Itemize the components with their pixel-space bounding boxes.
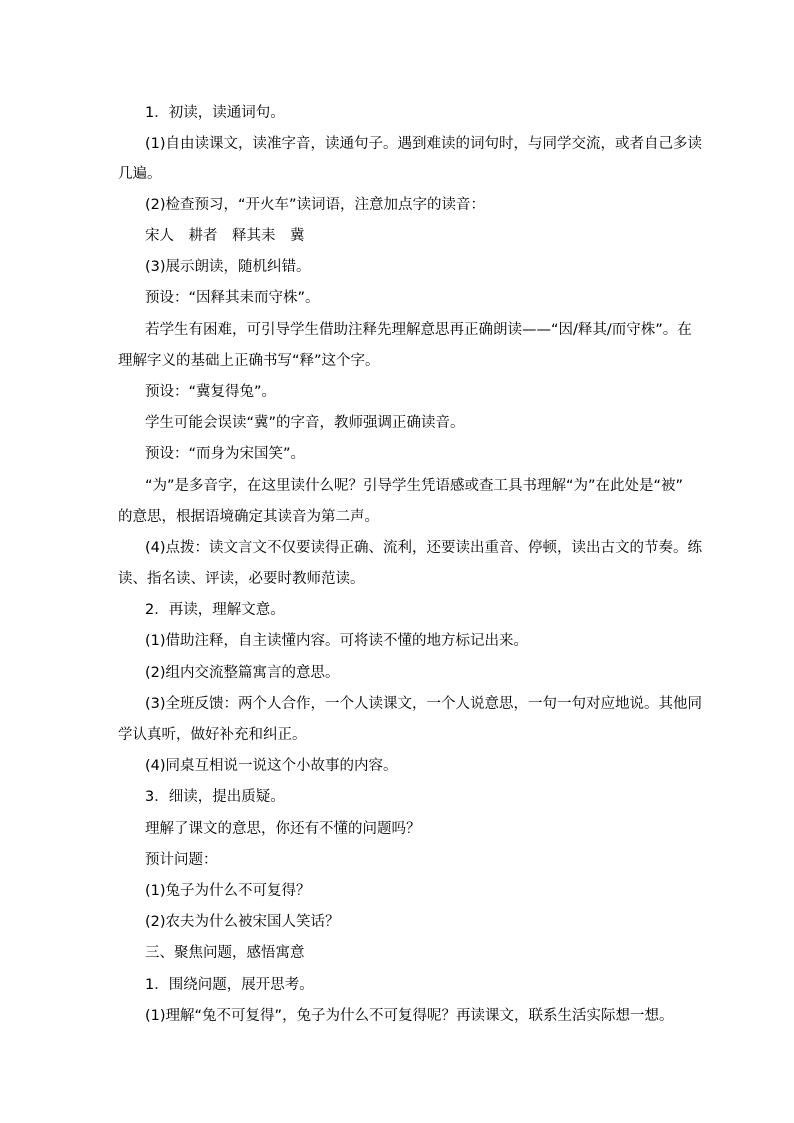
text-line: 3．细读，提出质疑。 (145, 789, 285, 805)
text-line: 理解字义的基础上正确书写“释”这个字。 (118, 353, 380, 369)
text-line: 2．再读，理解文意。 (145, 602, 285, 618)
text-line: 预设：“而身为宋国笑”。 (145, 446, 306, 462)
text-line: (3)展示朗读，随机纠错。 (145, 259, 311, 275)
text-line: (1)自由读课文，读准字音，读通句子。遇到难读的词句时，与同学交流，或者自己多读 (145, 136, 703, 152)
text-line: “为”是多音字，在这里读什么呢？引导学生凭语感或查工具书理解“为”在此处是“被” (145, 478, 684, 494)
text-line: (2)农夫为什么被宋国人笑话？ (145, 914, 340, 930)
text-line: 读、指名读、评读，必要时教师范读。 (118, 571, 365, 587)
section-heading: 三、聚焦问题，感悟寓意 (145, 945, 305, 961)
text-line: 预计问题： (145, 852, 218, 868)
text-line: 学生可能会误读“冀”的字音，教师强调正确读音。 (145, 415, 465, 431)
text-line: (4)同桌互相说一说这个小故事的内容。 (145, 758, 398, 774)
text-line: 1．围绕问题，展开思考。 (145, 977, 314, 993)
text-line: (1)理解“兔不可复得”，兔子为什么不可复得呢？再读课文，联系生活实际想一想。 (145, 1008, 674, 1024)
text-line: 几遍。 (118, 166, 162, 182)
text-line: 的意思，根据语境确定其读音为第二声。 (118, 509, 379, 525)
text-line: 预设：“因释其耒而守株”。 (145, 290, 320, 306)
text-line: (2)组内交流整篇寓言的意思。 (145, 665, 340, 681)
text-line: 预设：“冀复得兔”。 (145, 384, 277, 400)
text-line: 若学生有困难，可引导学生借助注释先理解意思再正确朗读——“因/释其/而守株”。在 (145, 322, 692, 338)
text-line: 理解了课文的意思，你还有不懂的问题吗？ (145, 821, 421, 837)
text-line: (1)兔子为什么不可复得？ (145, 883, 311, 899)
text-line: 学认真听，做好补充和纠正。 (118, 727, 307, 743)
text-line: (4)点拨：读文言文不仅要读得正确、流利，还要读出重音、停顿，读出古文的节奏。练 (145, 540, 703, 556)
text-line: (1)借助注释，自主读懂内容。可将读不懂的地方标记出来。 (145, 633, 529, 649)
text-line: 1．初读，读通词句。 (145, 105, 285, 121)
text-line: 宋人 耕者 释其耒 冀 (145, 228, 305, 244)
text-line: (3)全班反馈：两个人合作，一个人读课文，一个人说意思，一句一句对应地说。其他同 (145, 696, 703, 712)
text-line: (2)检查预习，“开火车”读词语，注意加点字的读音： (145, 197, 486, 213)
